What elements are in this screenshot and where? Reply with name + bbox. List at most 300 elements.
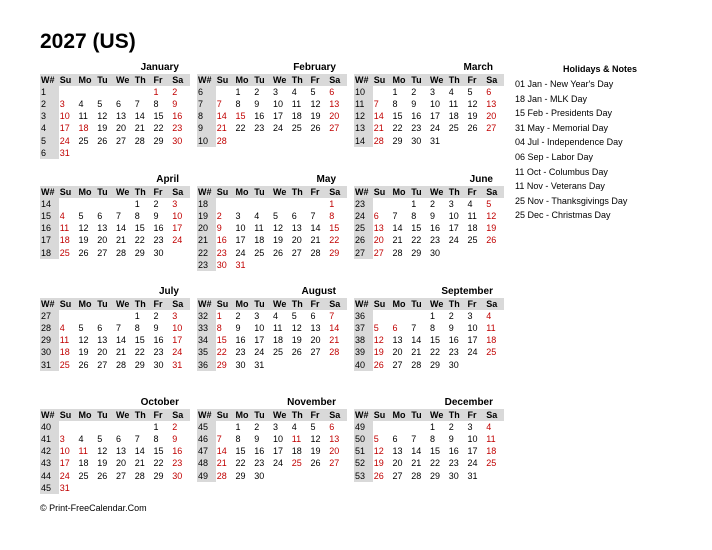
day-cell: 1 [235, 87, 241, 98]
day-cell: 21 [373, 123, 384, 134]
day-cell: 27 [392, 470, 403, 481]
weekday-header: Th [448, 186, 467, 198]
day-cell: 19 [373, 458, 384, 469]
day-cell: 21 [411, 347, 422, 358]
weekday-header: Mo [392, 74, 411, 86]
day-cell: 25 [78, 470, 89, 481]
month-grid [197, 298, 347, 371]
day-cell: 29 [329, 247, 340, 258]
week-row [40, 457, 190, 469]
day-cell: 16 [153, 223, 164, 234]
day-cell: 23 [448, 347, 459, 358]
day-cell: 15 [153, 446, 164, 457]
day-cell: 15 [411, 223, 422, 234]
day-cell: 4 [254, 211, 260, 222]
week-number: 47 [197, 445, 216, 457]
day-cell [96, 147, 115, 159]
month-name: March [463, 62, 493, 73]
day-cell: 25 [486, 458, 497, 469]
week-row [40, 122, 190, 134]
week-row [40, 482, 190, 494]
day-cell [328, 358, 347, 370]
day-cell [96, 198, 115, 210]
day-cell: 9 [172, 434, 178, 445]
week-row [354, 234, 504, 246]
day-cell: 2 [411, 87, 417, 98]
day-cell: 22 [430, 458, 441, 469]
day-cell: 7 [373, 99, 379, 110]
day-cell: 16 [254, 446, 265, 457]
week-row [354, 346, 504, 358]
day-cell: 4 [78, 434, 84, 445]
week-number: 9 [197, 122, 216, 134]
day-cell: 13 [116, 111, 127, 122]
week-number: 28 [40, 322, 59, 334]
day-cell: 6 [291, 211, 297, 222]
day-cell: 3 [467, 311, 473, 322]
day-cell [171, 147, 190, 159]
week-row [354, 334, 504, 346]
day-cell: 8 [235, 434, 241, 445]
holiday-item: 15 Feb - Presidents Day [515, 108, 613, 119]
day-cell [134, 421, 153, 433]
day-cell: 8 [134, 211, 140, 222]
day-cell: 18 [467, 223, 478, 234]
day-cell: 31 [235, 259, 246, 270]
day-cell [392, 310, 411, 322]
week-number: 25 [354, 222, 373, 234]
week-number: 8 [197, 110, 216, 122]
day-cell: 17 [235, 235, 246, 246]
day-cell: 23 [235, 347, 246, 358]
weekday-header: Sa [328, 409, 347, 421]
day-cell: 20 [116, 123, 127, 134]
weekday-header: Su [373, 186, 392, 198]
weekday-header: Tu [253, 409, 272, 421]
day-cell: 26 [486, 235, 497, 246]
day-cell: 7 [392, 211, 398, 222]
day-cell: 17 [59, 458, 70, 469]
day-cell: 6 [392, 434, 398, 445]
week-number: 35 [197, 346, 216, 358]
day-cell: 1 [430, 311, 436, 322]
day-cell: 23 [411, 123, 422, 134]
day-cell: 2 [430, 199, 436, 210]
day-cell: 5 [373, 323, 379, 334]
weekday-header: Fr [310, 298, 329, 310]
weekday-header: Sa [328, 186, 347, 198]
week-number: 36 [354, 310, 373, 322]
day-cell: 17 [448, 223, 459, 234]
holiday-item: 18 Jan - MLK Day [515, 93, 588, 104]
day-cell: 19 [273, 235, 284, 246]
weekday-header: We [115, 298, 134, 310]
day-cell [328, 134, 347, 146]
weekday-header: W# [197, 74, 216, 86]
week-number: 16 [40, 222, 59, 234]
day-cell [78, 482, 97, 494]
day-cell [328, 469, 347, 481]
day-cell: 23 [153, 235, 164, 246]
day-cell: 12 [486, 211, 497, 222]
day-cell: 10 [59, 446, 70, 457]
week-row [197, 334, 347, 346]
day-cell: 12 [373, 446, 384, 457]
day-cell [59, 86, 78, 98]
day-cell [253, 198, 272, 210]
day-cell [235, 198, 254, 210]
month-grid [197, 74, 347, 147]
weekday-header: Mo [78, 186, 97, 198]
day-cell: 4 [291, 422, 297, 433]
day-cell: 24 [430, 123, 441, 134]
day-cell: 23 [153, 347, 164, 358]
week-row [40, 246, 190, 258]
day-cell: 6 [310, 311, 316, 322]
holidays-notes [515, 62, 685, 223]
day-cell: 24 [467, 347, 478, 358]
day-cell: 24 [448, 235, 459, 246]
day-cell: 25 [59, 359, 70, 370]
week-row [197, 322, 347, 334]
day-cell: 18 [59, 347, 70, 358]
weekday-header: Fr [153, 186, 172, 198]
day-cell: 30 [153, 359, 164, 370]
day-cell: 22 [134, 235, 145, 246]
month-grid [40, 186, 190, 259]
weekday-header: W# [354, 186, 373, 198]
day-cell [115, 482, 134, 494]
day-cell [253, 134, 272, 146]
week-number: 6 [40, 147, 59, 159]
day-cell: 10 [254, 323, 265, 334]
day-cell: 21 [216, 123, 227, 134]
day-cell: 14 [373, 111, 384, 122]
day-cell: 27 [97, 359, 108, 370]
day-cell: 28 [134, 470, 145, 481]
weekday-header: Su [59, 298, 78, 310]
day-cell [253, 259, 272, 271]
day-cell: 22 [153, 123, 164, 134]
weekday-header: Tu [253, 186, 272, 198]
day-cell: 13 [373, 223, 384, 234]
day-cell: 18 [78, 458, 89, 469]
day-cell: 23 [172, 458, 183, 469]
weekday-header: Sa [171, 74, 190, 86]
day-cell: 5 [78, 211, 84, 222]
week-number: 14 [40, 198, 59, 210]
weekday-header: Th [134, 298, 153, 310]
day-cell: 11 [467, 211, 477, 222]
day-cell: 10 [467, 434, 478, 445]
day-cell: 4 [59, 323, 65, 334]
week-number: 48 [197, 457, 216, 469]
day-cell: 23 [254, 123, 265, 134]
day-cell: 5 [78, 323, 84, 334]
weekday-header: W# [40, 298, 59, 310]
day-cell: 10 [273, 434, 284, 445]
weekday-header: Mo [392, 186, 411, 198]
day-cell: 7 [329, 311, 335, 322]
day-cell: 11 [486, 323, 496, 334]
day-cell: 5 [291, 311, 297, 322]
weekday-header: Th [448, 409, 467, 421]
week-number: 29 [40, 334, 59, 346]
day-cell: 30 [448, 359, 459, 370]
day-cell: 18 [486, 446, 497, 457]
weekday-header: Fr [310, 409, 329, 421]
day-cell: 8 [153, 434, 159, 445]
weekday-header-row [354, 74, 504, 86]
day-cell: 3 [430, 87, 436, 98]
day-cell: 4 [59, 211, 65, 222]
day-cell [153, 147, 172, 159]
day-cell [78, 198, 97, 210]
day-cell: 20 [329, 446, 340, 457]
holiday-item: 06 Sep - Labor Day [515, 151, 594, 162]
week-row [354, 469, 504, 481]
weekday-header: W# [197, 186, 216, 198]
week-number: 37 [354, 322, 373, 334]
month-grid [197, 409, 347, 482]
weekday-header: Fr [467, 186, 486, 198]
day-cell: 17 [467, 446, 478, 457]
week-row [197, 134, 347, 146]
day-cell: 27 [373, 247, 384, 258]
day-cell: 15 [392, 111, 403, 122]
day-cell: 11 [78, 446, 88, 457]
weekday-header: Sa [485, 298, 504, 310]
week-number: 15 [40, 210, 59, 222]
week-number: 41 [40, 433, 59, 445]
week-row [197, 469, 347, 481]
day-cell: 9 [448, 434, 454, 445]
day-cell: 3 [273, 422, 279, 433]
week-number: 31 [40, 358, 59, 370]
day-cell: 18 [486, 335, 497, 346]
weekday-header: Su [216, 409, 235, 421]
day-cell [373, 310, 392, 322]
day-cell: 17 [273, 446, 284, 457]
week-number: 18 [197, 198, 216, 210]
week-row [354, 433, 504, 445]
week-row [354, 421, 504, 433]
day-cell [153, 482, 172, 494]
day-cell: 2 [153, 311, 159, 322]
day-cell: 1 [392, 87, 398, 98]
day-cell: 11 [486, 434, 496, 445]
day-cell: 27 [329, 123, 340, 134]
day-cell: 9 [235, 323, 241, 334]
day-cell: 23 [172, 123, 183, 134]
weekday-header: We [272, 298, 291, 310]
day-cell: 14 [134, 446, 145, 457]
week-row [40, 110, 190, 122]
day-cell: 28 [134, 135, 145, 146]
day-cell: 13 [329, 99, 340, 110]
day-cell: 25 [291, 123, 302, 134]
week-row [40, 334, 190, 346]
day-cell: 6 [116, 99, 122, 110]
day-cell: 15 [430, 446, 441, 457]
day-cell: 13 [392, 446, 403, 457]
day-cell: 17 [172, 223, 183, 234]
day-cell: 13 [329, 434, 340, 445]
day-cell [59, 198, 78, 210]
day-cell: 7 [216, 99, 222, 110]
day-cell: 18 [448, 111, 459, 122]
day-cell [216, 86, 235, 98]
weekday-header: W# [40, 409, 59, 421]
week-row [197, 421, 347, 433]
weekday-header: Th [448, 74, 467, 86]
day-cell: 1 [134, 199, 140, 210]
day-cell: 28 [216, 135, 227, 146]
month-grid [40, 74, 190, 159]
page-title: 2027 (US) [40, 30, 136, 53]
weekday-header: Sa [328, 298, 347, 310]
week-number: 10 [354, 86, 373, 98]
day-cell: 22 [411, 235, 422, 246]
day-cell: 15 [430, 335, 441, 346]
day-cell: 16 [448, 446, 459, 457]
week-row [40, 322, 190, 334]
day-cell: 3 [273, 87, 279, 98]
week-row [197, 358, 347, 370]
weekday-header: Mo [78, 409, 97, 421]
weekday-header: Mo [235, 186, 254, 198]
day-cell: 21 [329, 335, 340, 346]
day-cell: 16 [172, 111, 183, 122]
weekday-header-row [40, 409, 190, 421]
weekday-header: Sa [485, 186, 504, 198]
week-number: 45 [197, 421, 216, 433]
day-cell: 16 [254, 111, 265, 122]
day-cell: 16 [235, 335, 246, 346]
day-cell: 6 [116, 434, 122, 445]
day-cell: 18 [291, 111, 302, 122]
day-cell: 17 [59, 123, 70, 134]
day-cell: 9 [430, 211, 436, 222]
day-cell: 12 [78, 335, 89, 346]
day-cell [310, 469, 329, 481]
week-number: 1 [40, 86, 59, 98]
day-cell: 14 [392, 223, 403, 234]
day-cell: 22 [235, 123, 246, 134]
week-row [197, 445, 347, 457]
day-cell: 6 [97, 211, 103, 222]
week-number: 32 [197, 310, 216, 322]
day-cell: 1 [235, 422, 241, 433]
day-cell: 17 [273, 111, 284, 122]
week-row [40, 210, 190, 222]
day-cell [272, 134, 291, 146]
day-cell: 7 [134, 434, 140, 445]
month-grid [354, 186, 504, 259]
day-cell: 26 [373, 359, 384, 370]
day-cell: 20 [392, 458, 403, 469]
day-cell: 27 [116, 135, 127, 146]
day-cell: 7 [116, 323, 122, 334]
day-cell: 16 [172, 446, 183, 457]
month-name: September [441, 286, 493, 297]
week-number: 39 [354, 346, 373, 358]
week-number: 26 [354, 234, 373, 246]
footer-credit: © Print-FreeCalendar.Com [40, 503, 147, 513]
day-cell: 4 [78, 99, 84, 110]
weekday-header: W# [354, 74, 373, 86]
day-cell: 17 [172, 335, 183, 346]
day-cell: 15 [235, 446, 246, 457]
weekday-header-row [40, 74, 190, 86]
weekday-header: Th [291, 409, 310, 421]
day-cell: 1 [153, 422, 159, 433]
week-row [40, 445, 190, 457]
day-cell [310, 259, 329, 271]
holiday-item: 25 Nov - Thanksgivings Day [515, 195, 628, 206]
day-cell: 5 [273, 211, 279, 222]
day-cell: 7 [411, 323, 417, 334]
day-cell [392, 198, 411, 210]
month-name: April [156, 174, 179, 185]
day-cell [216, 198, 235, 210]
week-row [354, 86, 504, 98]
day-cell: 22 [392, 123, 403, 134]
day-cell: 9 [448, 323, 454, 334]
day-cell: 3 [59, 99, 65, 110]
day-cell: 10 [273, 99, 284, 110]
day-cell: 28 [411, 470, 422, 481]
weekday-header: Mo [78, 74, 97, 86]
weekday-header: W# [354, 298, 373, 310]
day-cell: 29 [153, 470, 164, 481]
day-cell: 23 [430, 235, 441, 246]
weekday-header: Sa [171, 298, 190, 310]
day-cell [115, 86, 134, 98]
weekday-header: Sa [485, 74, 504, 86]
day-cell: 21 [134, 123, 145, 134]
day-cell: 12 [97, 111, 108, 122]
weekday-header-row [354, 186, 504, 198]
day-cell [96, 421, 115, 433]
week-row [354, 198, 504, 210]
day-cell: 31 [430, 135, 441, 146]
weekday-header: Tu [253, 298, 272, 310]
day-cell: 2 [153, 199, 159, 210]
day-cell: 19 [97, 458, 108, 469]
day-cell: 22 [153, 458, 164, 469]
day-cell: 8 [153, 99, 159, 110]
weekday-header: We [115, 74, 134, 86]
day-cell: 2 [448, 422, 454, 433]
day-cell [310, 134, 329, 146]
week-row [354, 445, 504, 457]
weekday-header: Th [291, 298, 310, 310]
day-cell: 14 [329, 323, 340, 334]
day-cell: 29 [392, 135, 403, 146]
day-cell: 8 [134, 323, 140, 334]
week-number: 14 [354, 134, 373, 146]
day-cell: 7 [310, 211, 316, 222]
day-cell: 10 [172, 323, 183, 334]
weekday-header: Su [373, 409, 392, 421]
day-cell: 26 [273, 247, 284, 258]
month-name: January [140, 62, 179, 73]
day-cell [59, 421, 78, 433]
weekday-header: We [429, 298, 448, 310]
week-number: 30 [40, 346, 59, 358]
day-cell: 8 [430, 323, 436, 334]
